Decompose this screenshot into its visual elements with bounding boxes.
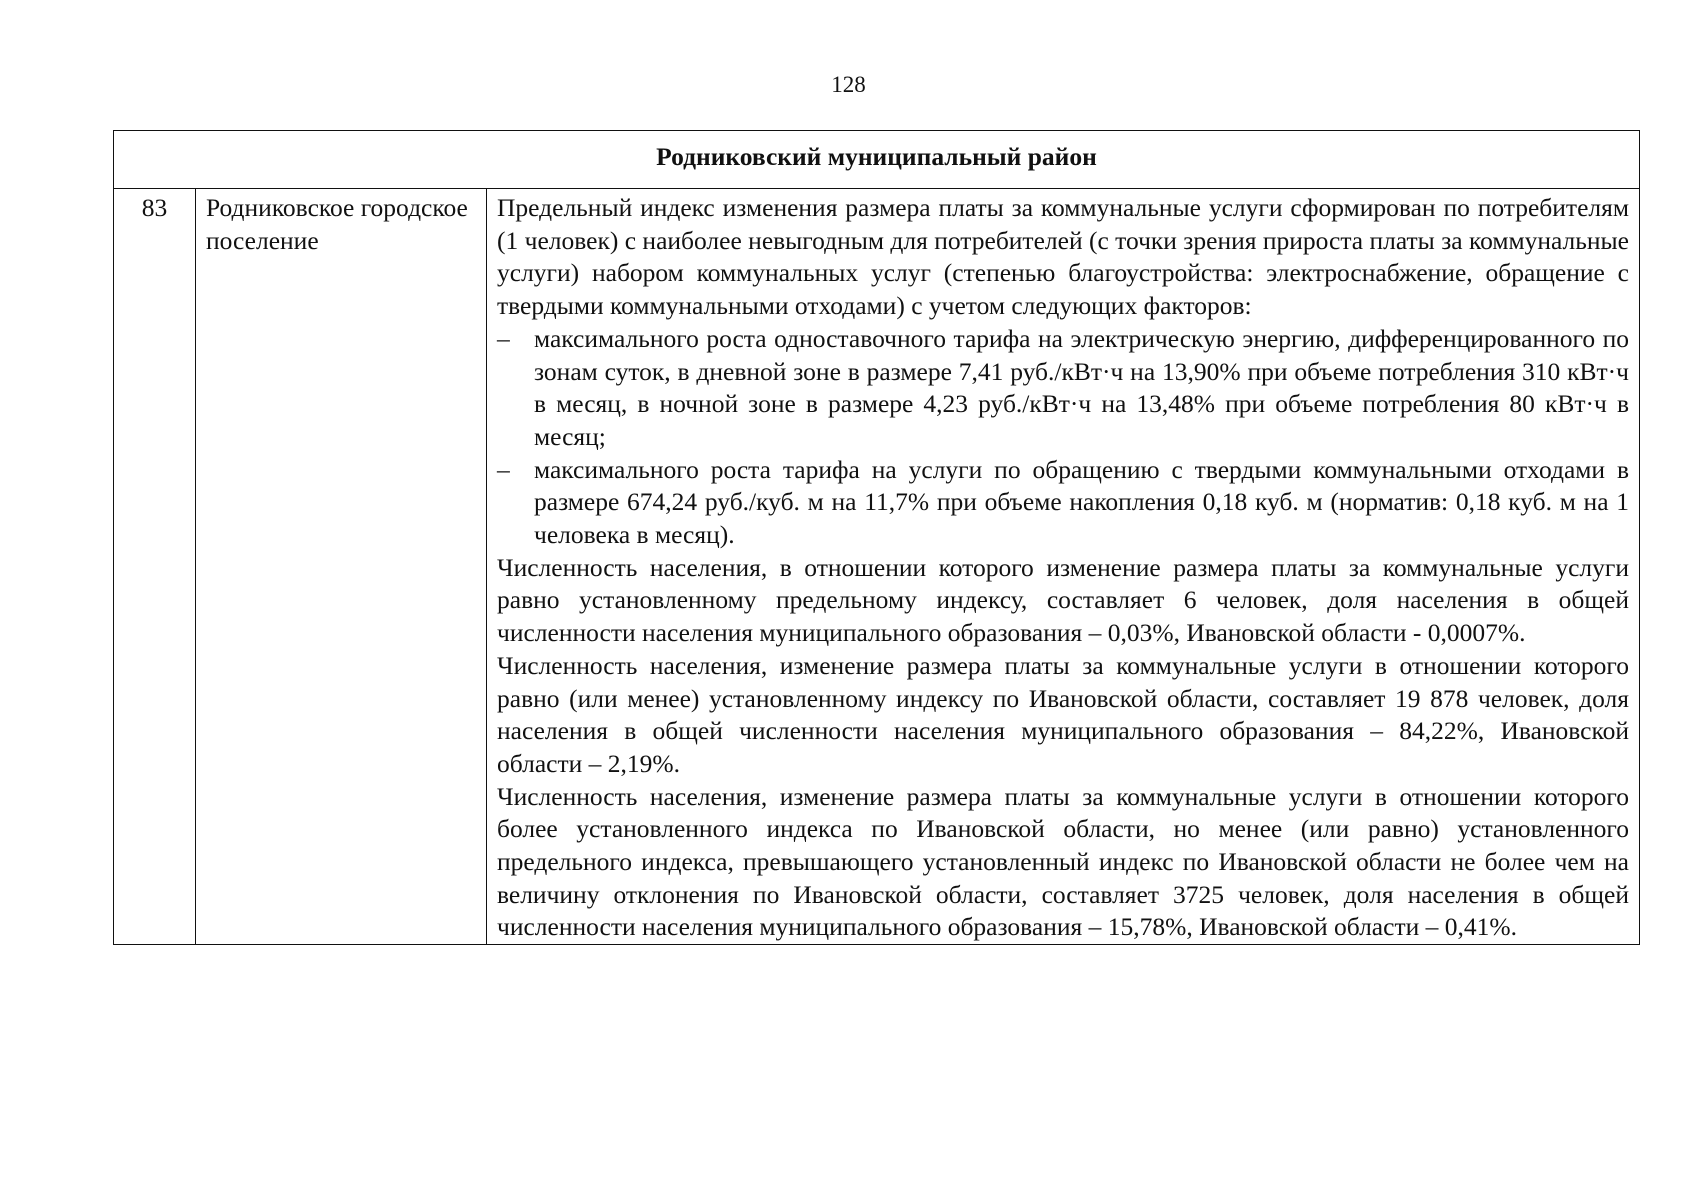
population-paragraph-below: Численность населения, изменение размера платы за коммунальные услуги в отношении которого равно (или менее) установленному индексу по Ивановской области, составляет 19 878 человек, доля населения в общей численности населения муниципального образования – 84,22%, Ивановской области – 2,19%. <box>497 650 1629 778</box>
bullet-text: максимального роста тарифа на услуги по обращению с твердыми коммунальными отходами в размере 674,24 руб./куб. м на 11,7% при объеме накопления 0,18 куб. м (норматив: 0,18 куб. м на 1 человека в месяц). <box>534 454 1629 550</box>
dash-marker: – <box>497 454 510 484</box>
dash-marker: – <box>497 323 510 353</box>
intro-paragraph: Предельный индекс изменения размера платы за коммунальные услуги сформирован по потребителям (1 человек) с наиболее невыгодным для потребителей (с точки зрения прироста платы за коммунальные услуги) набором коммунальных услуг (степенью благоустройства: электроснабжение, обращение с твердыми коммунальными отходами) с учетом следующих факторов: <box>497 193 1629 321</box>
bullet-item-waste <box>497 454 1629 552</box>
population-paragraph-above: Численность населения, изменение размера платы за коммунальные услуги в отношении которого более установленного индекса по Ивановской области, но менее (или равно) установленного предельного индекса, превышающего установленный индекс по Ивановской области не более чем на величину отклонения по Ивановской области, составляет 3725 человек, доля населения в общей численности населения муниципального образования – 15,78%, Ивановской области – 0,41%. <box>497 781 1629 942</box>
section-header-row <box>114 131 1640 189</box>
table-row <box>114 189 1640 945</box>
description-cell <box>487 189 1640 945</box>
municipality-table <box>113 130 1640 945</box>
population-paragraph-equal: Численность населения, в отношении которого изменение размера платы за коммунальные услуги равно установленному предельному индексу, составляет 6 человек, доля населения в общей численности населения муниципального образования – 0,03%, Ивановской области - 0,0007%. <box>497 552 1629 648</box>
row-number: 83 <box>114 189 196 945</box>
bullet-text: максимального роста одноставочного тарифа на электрическую энергию, дифференцированного по зонам суток, в дневной зоне в размере 7,41 руб./кВт·ч на 13,90% при объеме потребления 310 кВт·ч в месяц, в ночной зоне в размере 4,23 руб./кВт·ч на 13,48% при объеме потребления 80 кВт·ч в месяц; <box>534 323 1629 451</box>
page-number: 128 <box>831 72 866 97</box>
settlement-name: Родниковское городское поселение <box>196 189 487 945</box>
bullet-item-electricity <box>497 323 1629 454</box>
section-title: Родниковский муниципальный район <box>114 131 1640 189</box>
